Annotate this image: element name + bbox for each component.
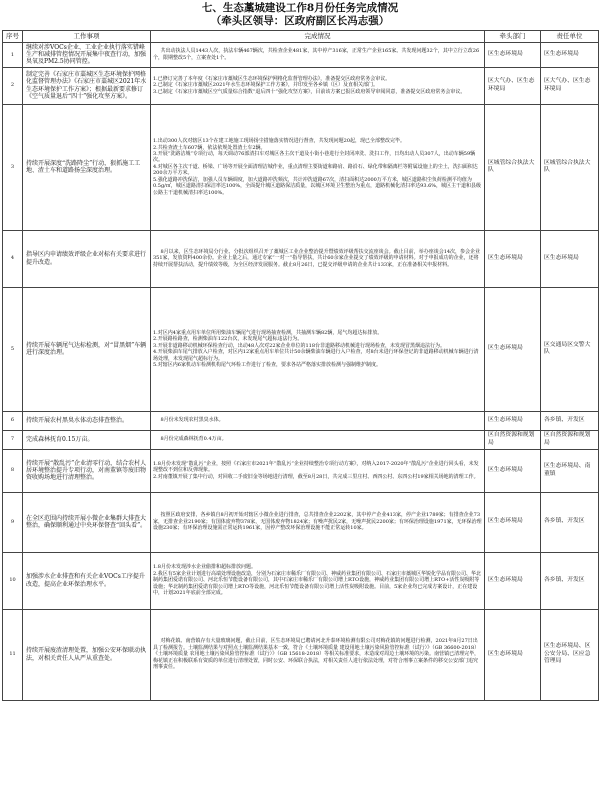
row-task: 完成森林抚育0.15万亩。 <box>23 430 151 449</box>
row-index: 9 <box>3 492 23 552</box>
status-line: 按照区政府安排，各乡镇自8月初开始对辖区小微企业进行排查，总共排查企业2202家，其中停产企业413家，停产企业1789家；有排查企业73家，无排查企业2190家；有国体废弃物378家，无国体废弃物1824家；有噪声扰民2家，无噪声扰民2200家；有环保治理设施1971家，无环保治理设施230家；有环保治理设施需正常运转1961家，因停产整改环保治理设施不能正常运转10家。 <box>153 512 482 532</box>
row-responsible-unit: 各乡镇、开发区 <box>541 492 599 552</box>
table-row <box>3 287 599 411</box>
row-lead-department: 区生态环境局 <box>485 230 541 287</box>
table-row <box>3 67 599 104</box>
title-main: 七、生态藁城建设工作8月份任务完成情况 <box>201 2 399 14</box>
status-line: 5.强化道路冲洗保洁，加强人员车辆调度，加大道路冲洗频次，共计冲洗道路67次，清扫面积达2000万平方米，城区道路积尘负荷检测平均值为0.5g/㎡，城区道路清扫保洁率达100%，全面提升城区道路保洁质量，以城区环境卫生整治为重点，道路机械化清扫率达93.6%，城区主干道和县级公路主干道机械清扫率达100%。 <box>153 176 482 196</box>
row-index: 7 <box>3 430 23 449</box>
row-responsible-unit: 区生态环境局 <box>541 230 599 287</box>
status-line: 3.已制定《石家庄市藁城区空气质量综合指数“退后四十”强化攻坚方案》，目前该方案已报区政府领导审阅同意，准备提交区政府常务会审议。 <box>153 88 466 95</box>
row-lead-department: 区城管综合执法大队 <box>485 104 541 230</box>
row-task: 持续开展农村黑臭水体动态排查整治。 <box>23 411 151 430</box>
status-line: 1.8月份未发现“散乱污”企业，按照《石家庄市2021年“散乱污”企业持续整治专项行动方案》，对纳入2017-2020年“散乱污”企业进行回头看，未发现整改不到位和反弹现象。 <box>153 460 479 474</box>
header-task: 工作事项 <box>23 31 151 43</box>
row-index: 10 <box>3 552 23 609</box>
table-row <box>3 609 599 700</box>
row-lead-department: 区生态环境局 <box>485 411 541 430</box>
row-status <box>151 104 485 230</box>
document-title <box>2 2 598 28</box>
status-line: 2.已制定《石家庄市藁城区2021年水生态环境保护工作方案》，并印发至各乡镇（区）及直相关部门。 <box>153 82 379 89</box>
table-body <box>3 43 599 701</box>
table-row <box>3 430 599 449</box>
status-line: 2.开展路检路查，检测柴油车122台次，未发现尾气超标违法行为。 <box>153 336 303 343</box>
row-lead-department: 区生态环境局 <box>485 287 541 411</box>
row-status <box>151 43 485 68</box>
row-task: 持续开展废渣清理处置，加强公安环保联动执法，对相关责任人从严从重查处。 <box>23 609 151 700</box>
header-lead: 牵头部门 <box>485 31 541 43</box>
row-status <box>151 230 485 287</box>
row-lead-department: 区大气办、区生态环境局 <box>485 67 541 104</box>
row-task: 继续对涉VOCs企业、工业企业执行落实错峰生产和减排管控情况开展集中夜查行动，加强臭氧及PM2.5协同管控。 <box>23 43 151 68</box>
row-index: 3 <box>3 104 23 230</box>
status-line: 8月以来，区生态环境局分行业、分批次组织召开了藁城区工业企业整治提升暨绩效评级帮扶交流座谈会。截止目前，举办座谈会14次，参会企业351家，发放资料400余份。企业上量之后，通过专家“一对一”指导帮扶，共计60余家企业提交了绩效评级的申请材料。对于申报成功的企业，还将持续开展帮扶活动，提升绩效等级，为全区经济发展服务。截止8月26日，已提交评级申请的企业共计133家，正在准备相关申报材料。 <box>153 248 481 268</box>
row-responsible-unit: 区城管综合执法大队 <box>541 104 599 230</box>
row-task: 加强涉水企业排查和有关企业VOCs工序提升改造，提高企业环保治理水平。 <box>23 552 151 609</box>
row-status <box>151 67 485 104</box>
row-task: 在全区范围内持续开展小微企业集群大排查大整治，确保顺利通过中央环保督查“回头看”。 <box>23 492 151 552</box>
row-lead-department: 区生态环境局 <box>485 492 541 552</box>
status-line: 2.我区有5家企业计划进行高端处理设施改造，分别为石家庄市稀乐厂有限公司、神威药业集团有限公司、石家庄市藁城区华锐化学品有限公司、华北制药集团爱诺有限公司、河北乐恒节能设备有限公司，其中石家庄市稀乐厂有限公司增上RTO设施，神威药业集团有限公司增上RTO+活性炭吸附等设施；华北制药集团爱诺有限公司增上RTO等设施，河北乐恒节能设备有限公司增上活性炭吸附设施。目前，5家企业均已完成方案设计，正在建设中，计划2021年底前全部完成。 <box>153 570 481 597</box>
row-lead-department: 区生态环境局 <box>485 552 541 609</box>
row-task: 指导区内申请绩效评级企业对标有关要求进行提升改造。 <box>23 230 151 287</box>
row-responsible-unit: 区生态环境局 <box>541 43 599 68</box>
title-subtitle: （牵头区领导：区政府副区长冯志强） <box>210 15 390 27</box>
row-index: 4 <box>3 230 23 287</box>
row-index: 5 <box>3 287 23 411</box>
table-row <box>3 43 599 68</box>
row-lead-department: 区生态环境局 <box>485 449 541 492</box>
row-status <box>151 552 485 609</box>
row-status <box>151 492 485 552</box>
table-row <box>3 230 599 287</box>
table-row <box>3 492 599 552</box>
row-task: 持续开展深度“洗路降尘”行动，狠抓施工工地、渣土车和道路扬尘深度治理。 <box>23 104 151 230</box>
status-line: 共出动执法人员1443人次，执法车辆467辆次，共检查企业481家，其中停产316家，正常生产企业165家。共发现问题32个，其中立行立改26个，限期整改5个，立案查处1个。 <box>153 48 480 61</box>
row-task: 持续开展“散乱污”企业清零行动，结合农村人居环境整治提升专项行动，对南董镇等废旧物资收购场地进行清理整治。 <box>23 449 151 492</box>
status-line: 2.对南董镇开展了集中行动，对回收二手废旧金等场地进行清理，截至8月28日，共完成三里庄村、西四公村、东四公村19家相关场地的清理工作。 <box>153 473 479 480</box>
status-line: 3.开展非道路移动机械环保检查行动，出动48人次对22家企业单位的118台非道路移动机械进行现场检查，未发现冒黑烟违法行为。 <box>153 342 446 349</box>
row-responsible-unit: 区交通局区交警大队 <box>541 287 599 411</box>
row-task: 制定完善《石家庄市藁城区生态环境保护网格化监督管理办法》《石家庄市藁城区2021年水生态环境保护工作方案》；根据最新要求修订《空气质量退后“四十”强化攻坚方案》。 <box>23 67 151 104</box>
row-status <box>151 430 485 449</box>
table-header-row <box>3 31 599 43</box>
header-index: 序号 <box>3 31 23 43</box>
row-status <box>151 411 485 430</box>
row-status <box>151 609 485 700</box>
status-line: 对梅花镇、南营镇存有大量玻璃问题，截止目前，区生态环境局已聘请河北升泰环境检测有限公司对梅花镇的问题进行检测，2021年8月27日出具了检测报告。土壤监测结果与对照点土壤监测结果基本一致，符合《土壤环境质量 建设用地土壤污染风险管控标准（试行）》（GB 36600-2018）《土壤环境质量 农用地土壤污染风险管控标准（试行）》（GB 15618-2018）等相关标准要求，未造成对周边土壤环境的污染。南营镇已清理完毕，梅花镇正在积极联系有资质的单位进行清理处置，同时公安、环保联合执法，对相关责任人进行依法处理，对符合刑事立案条件的移交公安部门追究刑事责任。 <box>153 638 480 671</box>
row-index: 8 <box>3 449 23 492</box>
row-index: 1 <box>3 43 23 68</box>
row-responsible-unit: 区生态环境局、区公安分局、区应急管理局 <box>541 609 599 700</box>
header-responsible: 责任单位 <box>541 31 599 43</box>
row-responsible-unit: 各乡镇、开发区 <box>541 552 599 609</box>
status-line: 2.共检查渣土车607辆，依法依规处置渣土车2辆。 <box>153 144 266 151</box>
row-lead-department: 区生态环境局 <box>485 43 541 68</box>
status-line: 8月份完成森林抚育0.4万亩。 <box>160 436 227 443</box>
status-line: 8月份未发现农村黑臭水体。 <box>160 417 224 424</box>
table-row <box>3 552 599 609</box>
status-line: 1.8月份未发现涉水企业偷排和超标排放问题。 <box>153 564 256 571</box>
row-responsible-unit: 区大气办、区生态环境局 <box>541 67 599 104</box>
row-lead-department: 区生态环境局 <box>485 609 541 700</box>
status-line: 4.对城区各主次干道、桥梁、广场等开展全面清理洁城作业，重点清理主要街道和路肩、路沿石、绿化带和隔离栏等附属设施上的尘土，洗扫面积达200余万平方米。 <box>153 163 478 177</box>
status-line: 1.已修订完善了本年度《石家庄市藁城区生态环境保护网格化监督管理办法》，准备提交区政府常务会审议。 <box>153 75 391 82</box>
row-status <box>151 449 485 492</box>
row-responsible-unit: 各乡镇、开发区 <box>541 411 599 430</box>
task-table <box>2 30 599 701</box>
table-row <box>3 104 599 230</box>
row-responsible-unit: 区生态环境局、南董镇 <box>541 449 599 492</box>
row-index: 2 <box>3 67 23 104</box>
row-task: 持续开展车辆尾气达标检测，对“冒黑烟”车辆进行深度治理。 <box>23 287 151 411</box>
status-line: 4.开展柴油车尾气排放入户检查，对区内12家重点用车单位共计50余辆柴油车辆进行入户检查，对8台未进行环保登记的非道路移动机械车辆进行清场处理，未发现尾气超标行为。 <box>153 349 479 362</box>
table-row <box>3 411 599 430</box>
row-index: 6 <box>3 411 23 430</box>
row-responsible-unit: 区自然资源和规划局 <box>541 430 599 449</box>
header-status: 完成情况 <box>151 31 485 43</box>
row-lead-department: 区自然资源和规划局 <box>485 430 541 449</box>
row-status <box>151 287 485 411</box>
status-line: 1.出动300人次对辖区13个在建工地施工现场扬尘措施落实情况进行督查，共发现问题20起，现已全部整改完毕。 <box>153 138 406 145</box>
row-index: 11 <box>3 609 23 700</box>
status-line: 1.对区内4家重点用车单位所用柴油车辆尾气进行现场抽查检测，共抽测车辆82辆，尾气均超达标排放。 <box>153 329 383 336</box>
status-line: 5.对辖区内6家机动车检测机构尾气环检工作进行了检查，要求各站严格落实排放检测与强制维护制度。 <box>153 362 381 369</box>
status-line: 3.开展“洗路洁城”专项行动，每天调动76部清扫车对城区各主次干道及小街小巷进行全封闭冲洗、洗扫工作，日均出动人员307人，出动车辆59辆次。 <box>153 150 476 164</box>
table-row <box>3 449 599 492</box>
